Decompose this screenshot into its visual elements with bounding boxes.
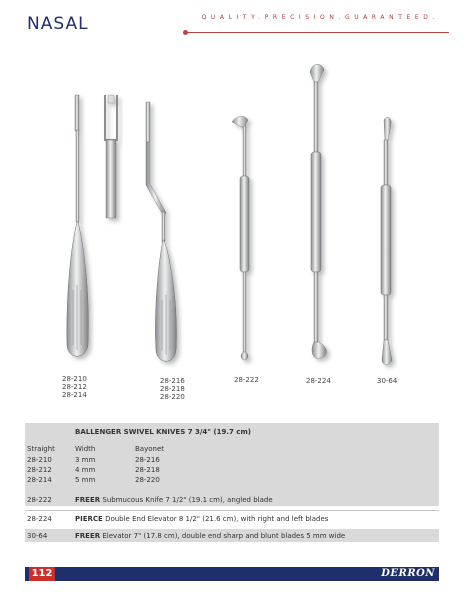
code: 28-216 [160,377,185,385]
label-ballenger-bayonet [160,377,185,401]
freer-elevator-text: Elevator 7" (17.8 cm), double end sharp and blunt blades 5 mm wide [102,532,346,540]
code: 28-218 [160,385,185,393]
page-title: NASAL [27,14,89,34]
pierce-double-elevator [310,64,327,358]
cell: 28-214 [27,476,52,484]
freer-knife-desc [75,496,273,504]
freer-knife-name: FREER [75,496,101,504]
label-freer-elevator: 30-64 [377,377,398,385]
brand-logo: DERRON [381,568,435,579]
code: 28-210 [62,375,87,383]
col-header-straight: Straight [27,445,55,453]
pierce-text: Double End Elevator 8 1/2" (21.6 cm), with right and left blades [105,515,329,523]
freer-elevator [381,117,392,364]
label-ballenger-straight [62,375,87,399]
divider [25,510,439,511]
pierce-name: PIERCE [75,515,103,523]
cell: 4 mm [75,466,96,474]
ballenger-straight-knife [67,95,89,356]
freer-knife-text: Submucous Knife 7 1/2" (19.1 cm), angled blade [102,496,273,504]
code: 28-212 [62,383,87,391]
col-header-bayonet: Bayonet [135,445,165,453]
col-header-width: Width [75,445,96,453]
cell: 3 mm [75,456,96,464]
cell: 28-212 [27,466,52,474]
cell: 28-220 [135,476,160,484]
freer-elevator-name: FREER [75,532,101,540]
ballenger-title: BALLENGER SWIVEL KNIVES 7 3/4" (19.7 cm) [75,428,251,436]
footer-bar [25,567,439,581]
tagline: QUALITY.PRECISION.GUARANTEED. [201,14,439,21]
swivel-blade-detail [105,95,117,218]
ballenger-bayonet-knife [146,102,177,361]
pierce-code: 28-224 [27,515,52,523]
cell: 5 mm [75,476,96,484]
page-number: 112 [29,567,55,581]
code: 28-214 [62,391,87,399]
code: 28-220 [160,393,185,401]
freer-knife-code: 28-222 [27,496,52,504]
cell: 28-218 [135,466,160,474]
cell: 28-210 [27,456,52,464]
freer-submucous-knife [232,116,249,360]
freer-elevator-desc [75,532,345,540]
label-freer-knife: 28-222 [234,376,259,384]
cell: 28-216 [135,456,160,464]
pierce-desc [75,515,328,523]
label-pierce: 28-224 [306,377,331,385]
freer-elevator-code: 30-64 [27,532,48,540]
